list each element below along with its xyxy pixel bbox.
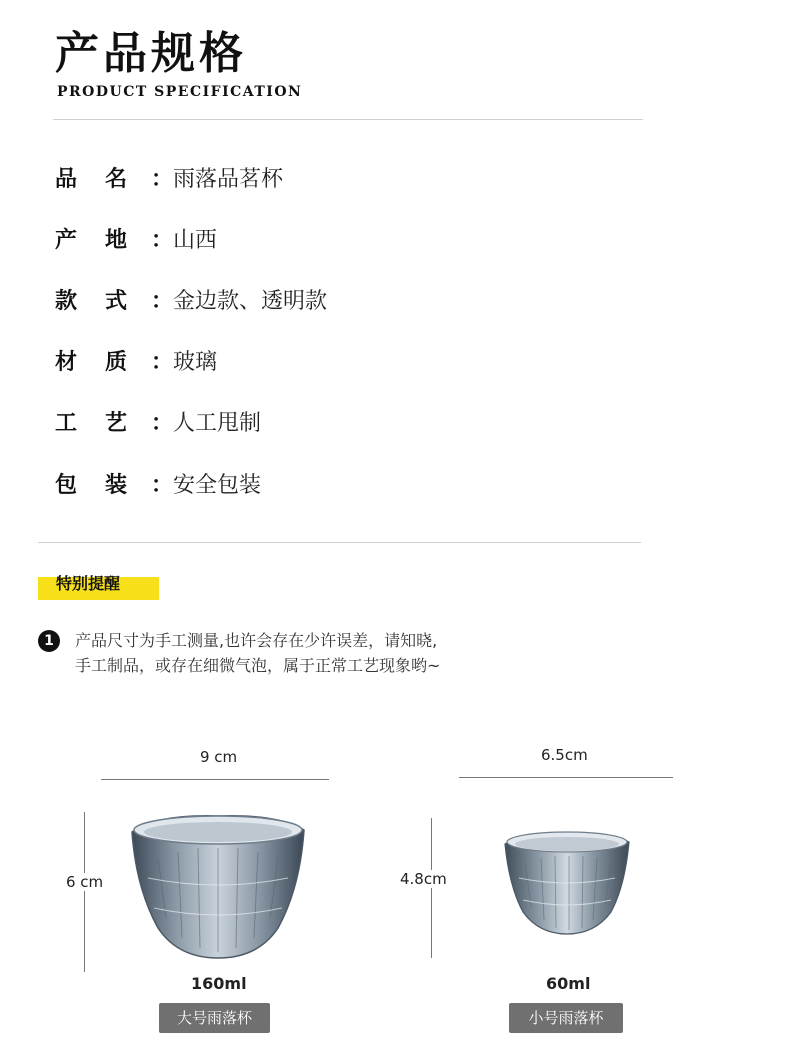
spec-value: 雨落品茗杯 xyxy=(173,167,284,192)
spec-colon: ： xyxy=(151,473,174,498)
spec-colon: ： xyxy=(151,167,174,192)
large-cup-name-badge: 大号雨落杯 xyxy=(159,1003,270,1033)
spec-value: 人工甩制 xyxy=(173,411,262,436)
large-cup-width-line xyxy=(101,779,329,780)
spec-value: 山西 xyxy=(173,228,218,253)
spec-key: 材 质 xyxy=(55,350,127,375)
small-cup-image xyxy=(497,828,637,940)
spec-key: 款 式 xyxy=(55,289,127,314)
spec-colon: ： xyxy=(151,350,174,375)
divider-top xyxy=(53,119,643,120)
small-cup-width-label: 6.5cm xyxy=(541,746,588,764)
large-cup-width-label: 9 cm xyxy=(200,748,238,766)
spec-value: 玻璃 xyxy=(173,350,218,375)
small-cup-width-line xyxy=(459,777,673,778)
note-line-1: 产品尺寸为手工测量,也许会存在少许误差，请知晓, xyxy=(75,631,438,650)
large-cup-image xyxy=(118,808,318,968)
spec-value: 安全包装 xyxy=(173,473,262,498)
large-cup-height-line xyxy=(84,812,85,972)
note-line-2: 手工制品，或存在细微气泡，属于正常工艺现象哟~ xyxy=(75,656,441,675)
spec-key: 品 名 xyxy=(55,167,127,192)
spec-colon: ： xyxy=(151,228,174,253)
page-subtitle: PRODUCT SPECIFICATION xyxy=(57,84,303,100)
small-cup-name-badge: 小号雨落杯 xyxy=(509,1003,623,1033)
small-cup-height-line xyxy=(431,818,432,958)
spec-colon: ： xyxy=(151,289,174,314)
spec-key: 包 装 xyxy=(55,473,127,498)
spec-key: 产 地 xyxy=(55,228,127,253)
page-title: 产品规格 xyxy=(55,28,247,79)
note-number-badge: 1 xyxy=(38,630,60,652)
divider-middle xyxy=(38,542,641,543)
small-cup-capacity: 60ml xyxy=(546,974,591,993)
notice-label: 特别提醒 xyxy=(56,574,121,593)
spec-colon: ： xyxy=(151,411,174,436)
spec-key: 工 艺 xyxy=(55,411,127,436)
large-cup-capacity: 160ml xyxy=(191,974,247,993)
small-cup-height-label: 4.8cm xyxy=(400,870,447,888)
spec-value: 金边款、透明款 xyxy=(173,289,328,314)
large-cup-height-label: 6 cm xyxy=(66,873,104,891)
